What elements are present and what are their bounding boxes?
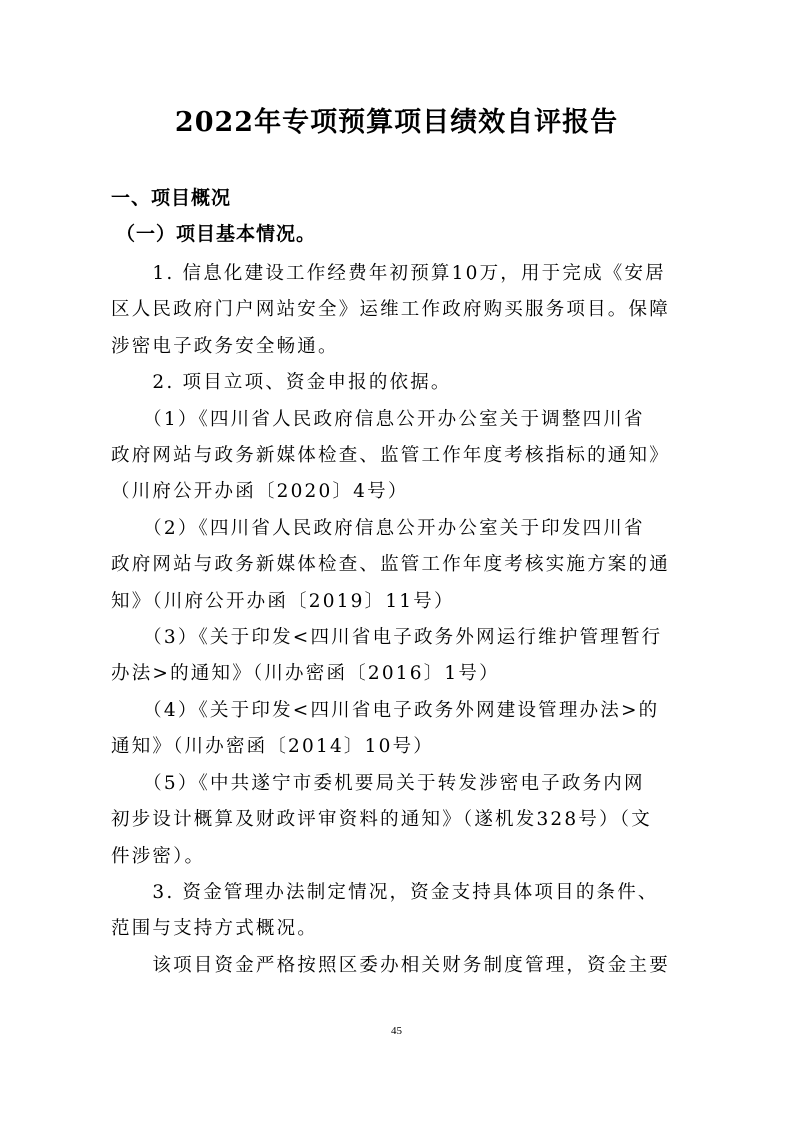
body-line: （3）《关于印发<四川省电子政务外网运行维护管理暂行 — [111, 627, 663, 649]
body-line: （5）《中共遂宁市委机要局关于转发涉密电子政务内网 — [111, 772, 645, 794]
body-line: 区人民政府门户网站安全》运维工作政府购买服务项目。保障 — [111, 299, 670, 321]
body-line: 涉密电子政务安全畅通。 — [111, 335, 339, 357]
body-line: 知》（川府公开办函〔2019〕11号） — [111, 590, 455, 612]
subsection-heading: （一）项目基本情况。 — [116, 223, 317, 245]
body-line: 范围与支持方式概况。 — [111, 918, 319, 940]
page-number: 45 — [391, 1025, 402, 1037]
body-line: 初步设计概算及财政评审资料的通知》（遂机发328号）（文 — [111, 809, 652, 831]
body-line: （4）《关于印发<四川省电子政务外网建设管理办法>的 — [111, 699, 660, 721]
body-line: （川府公开办函〔2020〕4号） — [111, 481, 409, 503]
body-line: 该项目资金严格按照区委办相关财务制度管理，资金主要 — [111, 954, 670, 976]
body-line: 通知》（川办密函〔2014〕10号） — [111, 736, 434, 758]
body-line: 件涉密）。 — [111, 845, 206, 867]
body-line: （1）《四川省人民政府信息公开办公室关于调整四川省 — [111, 408, 645, 430]
body-line: （2）《四川省人民政府信息公开办公室关于印发四川省 — [111, 517, 645, 539]
body-line: 政府网站与政务新媒体检查、监管工作年度考核指标的通知》 — [111, 445, 670, 467]
section-heading: 一、项目概况 — [111, 187, 232, 209]
body-line: 办法>的通知》（川办密函〔2016〕1号） — [111, 663, 500, 685]
body-line: 3. 资金管理办法制定情况，资金支持具体项目的条件、 — [111, 881, 659, 903]
body-line: 1. 信息化建设工作经费年初预算10万，用于完成《安居 — [111, 263, 666, 284]
body-line: 政府网站与政务新媒体检查、监管工作年度考核实施方案的通 — [111, 554, 670, 576]
document-body — [111, 256, 687, 984]
document-title: 2022年专项预算项目绩效自评报告 — [174, 107, 619, 138]
body-line: 2. 项目立项、资金申报的依据。 — [111, 372, 452, 394]
